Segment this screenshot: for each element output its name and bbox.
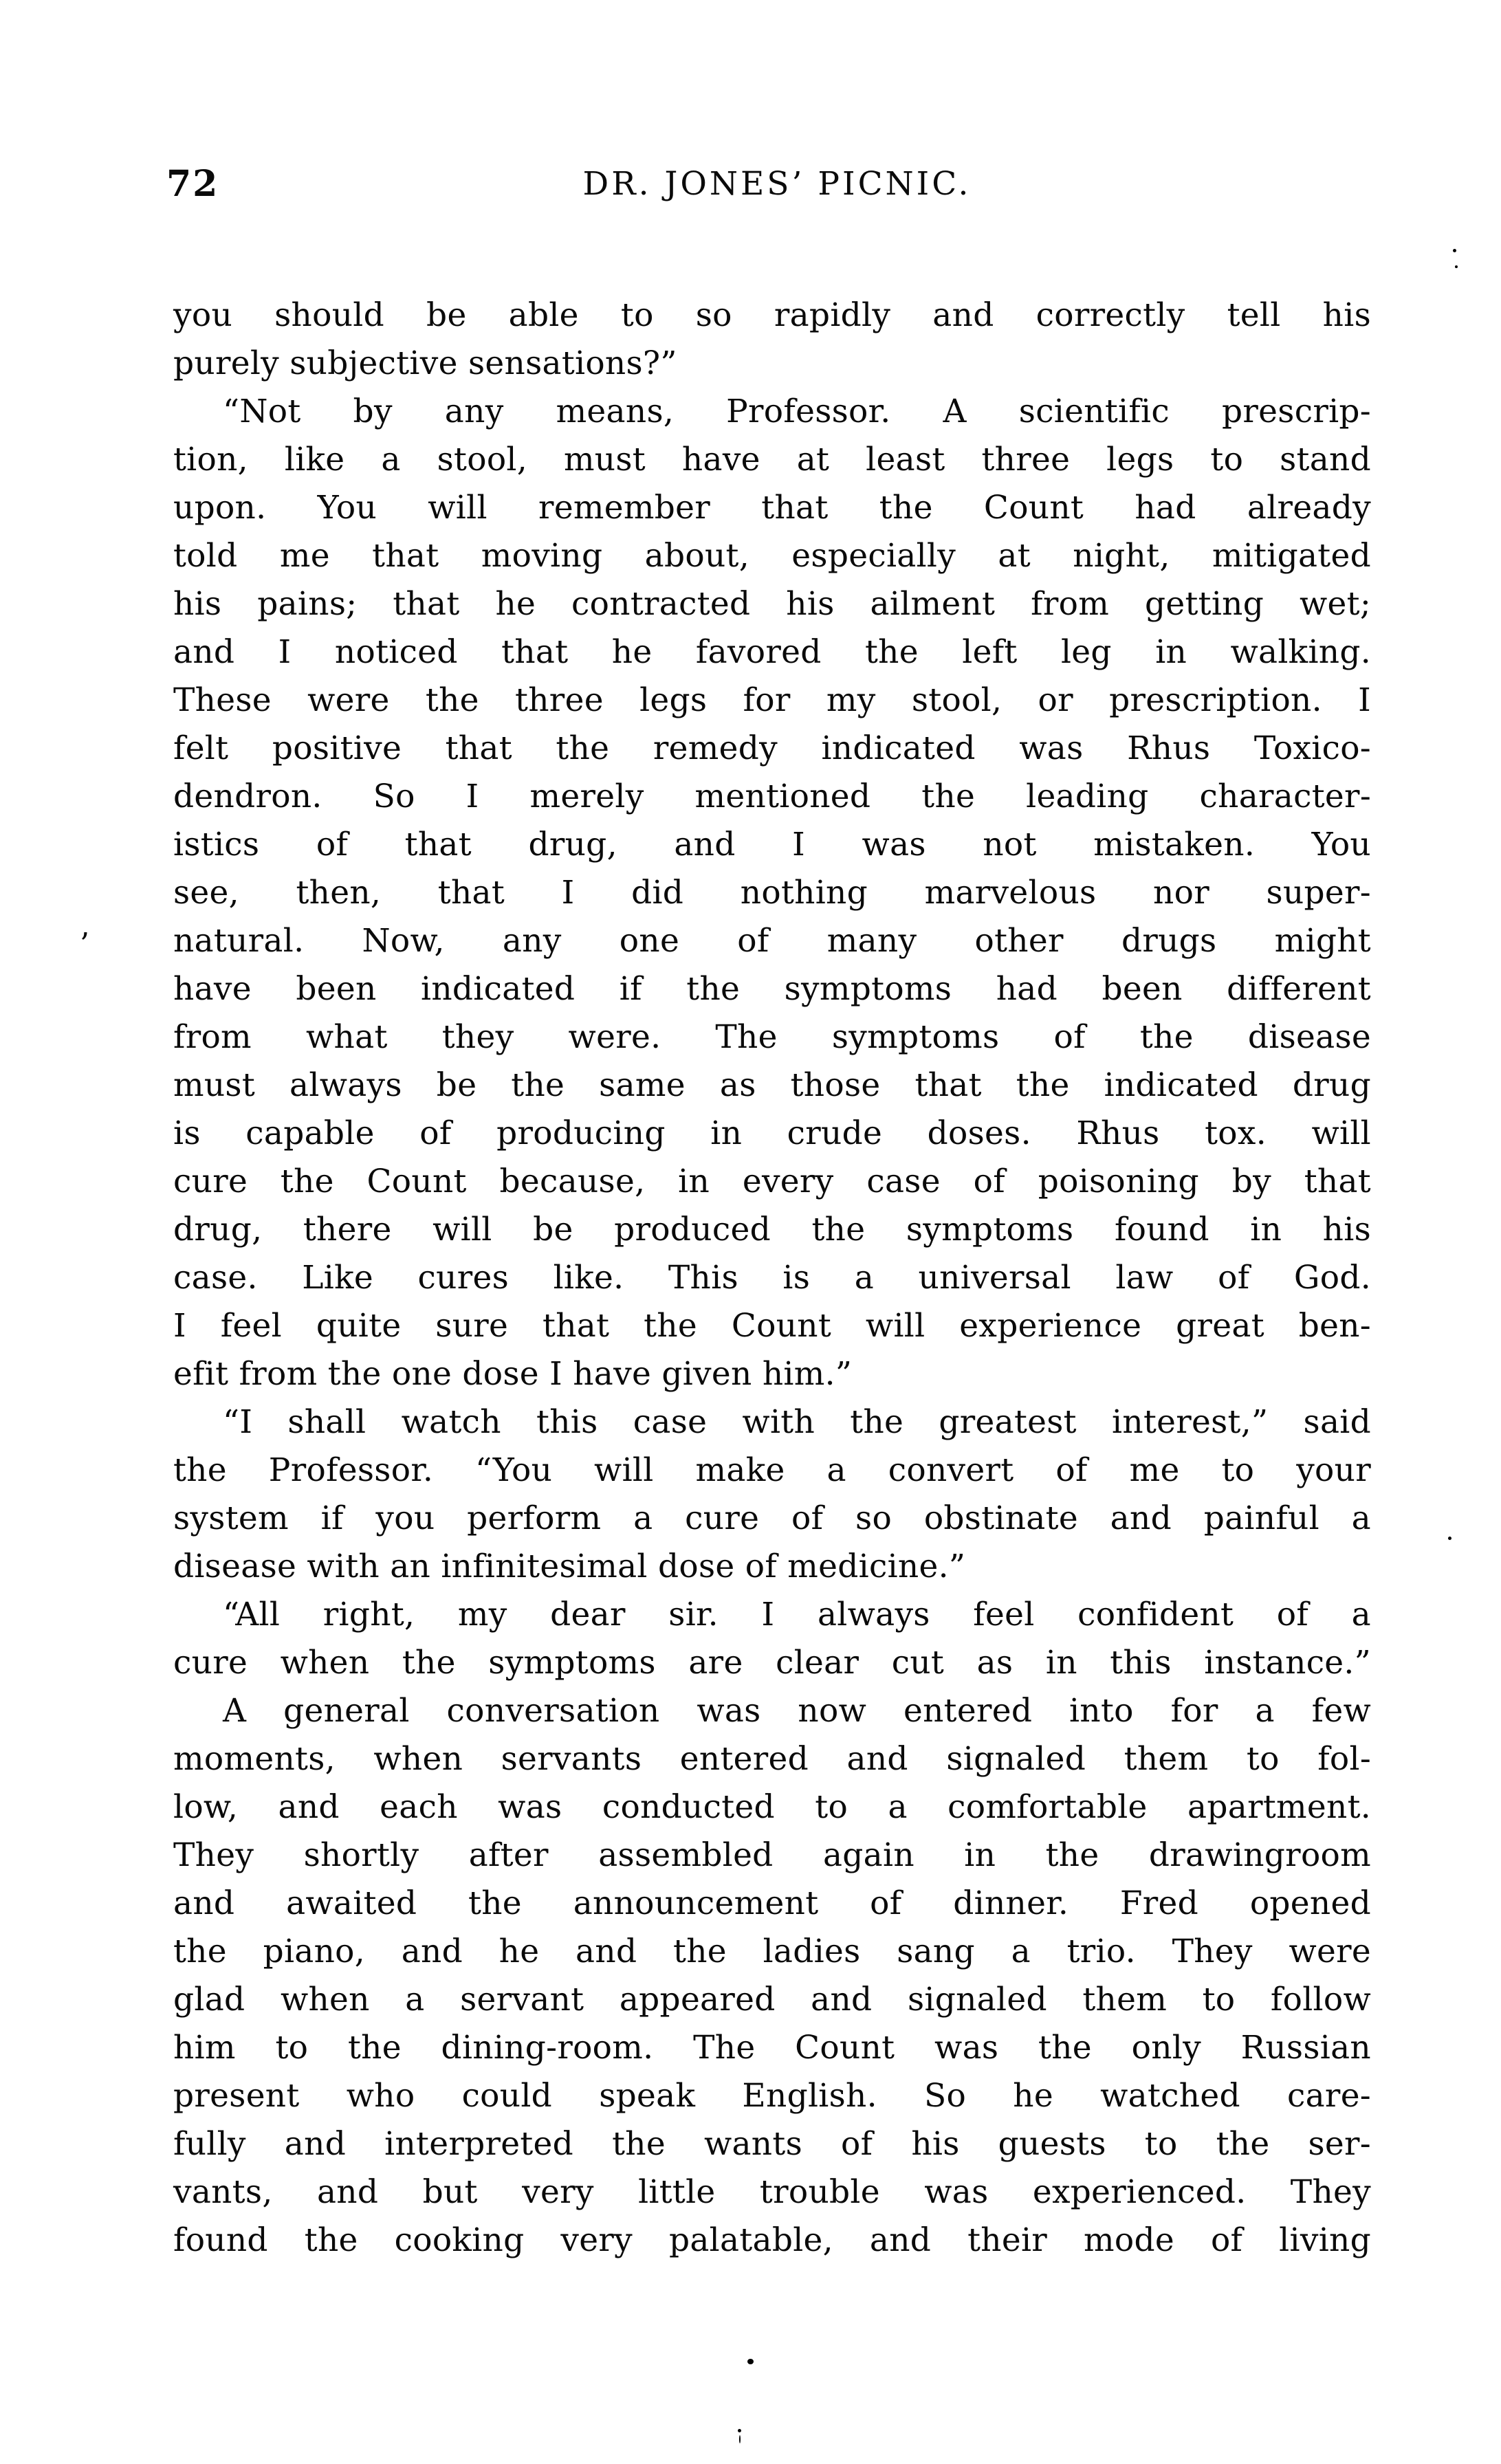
margin-stray-mark: ’ xyxy=(80,927,89,962)
text-line: dendron. So I merely mentioned the leading character- xyxy=(173,778,1371,815)
text-line: natural. Now, any one of many other drugs might xyxy=(173,922,1371,960)
text-line: vants, and but very little trouble was experienced. They xyxy=(173,2173,1371,2211)
text-line: efit from the one dose I have given him.” xyxy=(173,1355,853,1393)
scan-speck xyxy=(739,2435,741,2443)
text-line: They shortly after assembled again in the drawingroom xyxy=(173,1836,1371,1874)
scan-speck xyxy=(738,2429,741,2432)
running-title: DR. JONES’ PICNIC. xyxy=(582,165,972,203)
text-line: low, and each was conducted to a comfortable apartment. xyxy=(173,1788,1371,1826)
text-line: present who could speak English. So he watched care- xyxy=(173,2077,1371,2115)
text-line: is capable of producing in crude doses. Rhus tox. will xyxy=(173,1114,1371,1152)
text-line: These were the three legs for my stool, or prescription. I xyxy=(173,681,1371,719)
scan-speck xyxy=(1453,249,1456,252)
text-line: have been indicated if the symptoms had been different xyxy=(173,970,1371,1008)
text-line: his pains; that he contracted his ailment from getting wet; xyxy=(173,585,1371,623)
text-line: moments, when servants entered and signaled them to fol- xyxy=(173,1740,1371,1778)
text-line: istics of that drug, and I was not mistaken. You xyxy=(173,826,1371,864)
text-line: “All right, my dear sir. I always feel confident of a xyxy=(223,1596,1371,1634)
page-body xyxy=(173,292,1371,2265)
text-line: fully and interpreted the wants of his guests to the ser- xyxy=(173,2125,1371,2163)
text-line: “Not by any means, Professor. A scientific prescrip- xyxy=(223,393,1371,430)
text-line: him to the dining-room. The Count was the only Russian xyxy=(173,2029,1371,2067)
text-line: and I noticed that he favored the left leg in walking. xyxy=(173,633,1371,671)
text-line: the piano, and he and the ladies sang a trio. They were xyxy=(173,1933,1371,1970)
text-line: the Professor. “You will make a convert of me to your xyxy=(173,1451,1371,1489)
text-line: I feel quite sure that the Count will experience great ben- xyxy=(173,1307,1371,1345)
text-line: cure when the symptoms are clear cut as in this instance.” xyxy=(173,1644,1371,1682)
text-line: tion, like a stool, must have at least three legs to stand xyxy=(173,441,1371,478)
text-line: A general conversation was now entered into for a few xyxy=(223,1692,1371,1730)
page-number: 72 xyxy=(166,163,219,205)
text-line: cure the Count because, in every case of poisoning by that xyxy=(173,1163,1371,1200)
text-line: and awaited the announcement of dinner. Fred opened xyxy=(173,1884,1371,1922)
text-line: glad when a servant appeared and signaled them to follow xyxy=(173,1981,1371,2018)
scan-speck xyxy=(1455,265,1458,268)
text-line: disease with an infinitesimal dose of medicine.” xyxy=(173,1548,966,1585)
scan-speck xyxy=(1448,1537,1451,1540)
text-line: drug, there will be produced the symptoms found in his xyxy=(173,1211,1371,1248)
text-line: felt positive that the remedy indicated was Rhus Toxico- xyxy=(173,729,1371,767)
text-line: told me that moving about, especially at night, mitigated xyxy=(173,537,1371,575)
text-line: you should be able to so rapidly and correctly tell his xyxy=(173,296,1371,334)
scan-speck xyxy=(747,2359,754,2364)
text-line: purely subjective sensations?” xyxy=(173,344,677,382)
text-line: system if you perform a cure of so obstinate and painful a xyxy=(173,1499,1371,1537)
text-line: “I shall watch this case with the greatest interest,” said xyxy=(223,1403,1371,1441)
text-line: from what they were. The symptoms of the disease xyxy=(173,1018,1371,1056)
text-line: upon. You will remember that the Count had already xyxy=(173,489,1371,527)
text-line: must always be the same as those that the indicated drug xyxy=(173,1066,1371,1104)
text-line: see, then, that I did nothing marvelous nor super- xyxy=(173,874,1371,912)
text-line: found the cooking very palatable, and their mode of living xyxy=(173,2221,1371,2259)
text-line: case. Like cures like. This is a universal law of God. xyxy=(173,1259,1371,1297)
